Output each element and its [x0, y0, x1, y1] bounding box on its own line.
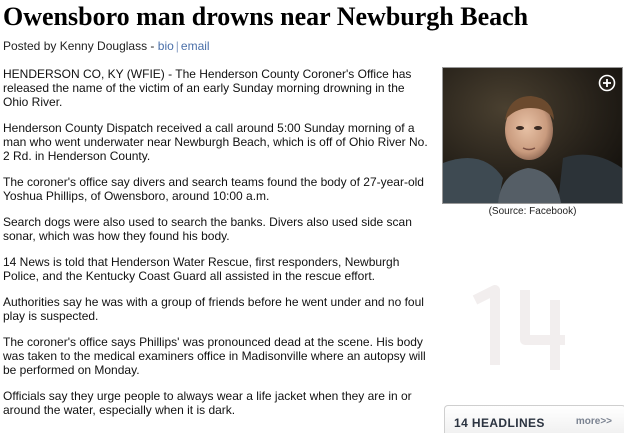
article-paragraph: 14 News is told that Henderson Water Rescue, first responders, Newburgh Police, and the Kentucky Coast Guard all assisted in the rescue effort.: [3, 255, 400, 283]
article-paragraph: Officials say they urge people to always wear a life jacket when they are in or around the water, especially when it is dark.: [3, 389, 412, 417]
article-paragraph: Authorities say he was with a group of friends before he went under and no foul play is suspected.: [3, 295, 424, 323]
victim-photo[interactable]: [442, 67, 623, 204]
zoom-plus-icon[interactable]: [598, 74, 616, 92]
article-paragraph: The coroner's office says Phillips' was pronounced dead at the scene. His body was taken to the medical examiners office in Madisonville where an autopsy will be performed on Monday.: [3, 335, 426, 377]
byline-author: Posted by Kenny Douglass -: [3, 39, 158, 53]
article-headline: Owensboro man drowns near Newburgh Beach: [3, 2, 529, 31]
article-body: [3, 67, 433, 429]
headlines-title: 14 HEADLINES: [454, 416, 545, 430]
byline: [3, 38, 210, 54]
email-link[interactable]: email: [180, 39, 210, 53]
byline-separator: |: [175, 39, 179, 53]
watermark-logo: [455, 270, 615, 390]
article-paragraph: HENDERSON CO, KY (WFIE) - The Henderson County Coroner's Office has released the name of the victim of an early Sunday morning drowning in the Ohio River.: [3, 67, 412, 109]
headlines-widget: [444, 405, 624, 433]
bio-link[interactable]: bio: [157, 39, 174, 53]
article-paragraph: Henderson County Dispatch received a call around 5:00 Sunday morning of a man who went underwater near Newburgh Beach, which is off of Ohio River No. 2 Rd. in Henderson County.: [3, 121, 428, 163]
article-paragraph: The coroner's office say divers and search teams found the body of 27-year-old Yoshua Phillips, of Owensboro, around 10:00 a.m.: [3, 175, 424, 203]
article-paragraph: Search dogs were also used to search the banks. Divers also used side scan sonar, which was how they found his body.: [3, 215, 412, 243]
photo-box: [442, 67, 623, 218]
photo-caption: (Source: Facebook): [488, 206, 577, 217]
more-headlines-link[interactable]: more>>: [575, 416, 612, 427]
portrait-image: [443, 68, 622, 203]
